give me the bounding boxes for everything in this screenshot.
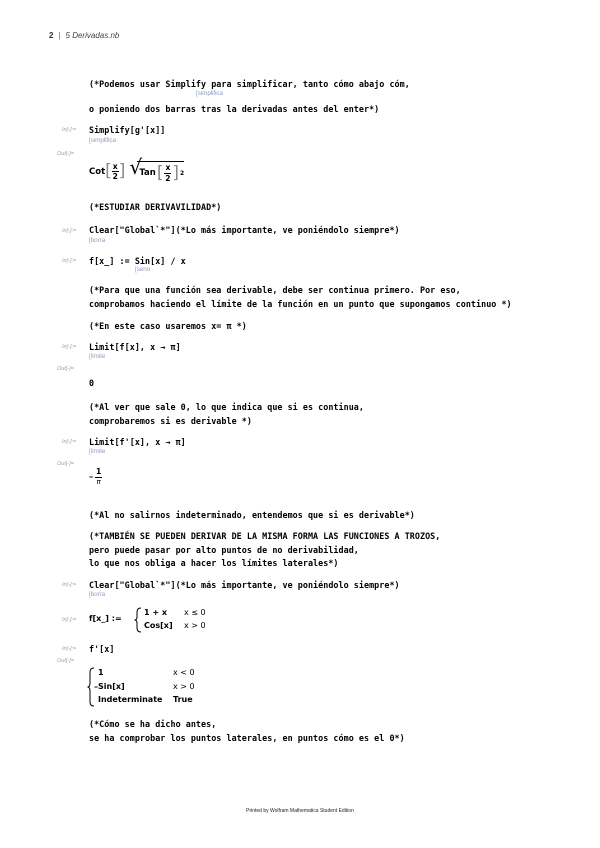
- piecewise-case-condition[interactable]: x > 0: [184, 621, 206, 630]
- autocomplete-hint: [límite: [89, 448, 106, 455]
- comment-line[interactable]: (*Para que una función sea derivable, debe ser continua primero. Por eso,: [89, 285, 461, 295]
- output-label: Out[-]=: [57, 366, 74, 372]
- input-code[interactable]: Limit[f'[x], x → π]: [89, 437, 186, 447]
- comment-line[interactable]: (*Podemos usar Simplify para simplificar, tanto cómo abajo cóm,: [89, 79, 410, 89]
- input-label: In[-]:=: [62, 617, 77, 623]
- input-label: In[-]:=: [62, 582, 77, 588]
- comment-line[interactable]: (*En este caso usaremos x= π *): [89, 321, 247, 331]
- input-code[interactable]: Clear["Global`*"](*Lo más importante, ve poniéndolo siempre*): [89, 580, 400, 590]
- comment-line[interactable]: se ha comprobar los puntos laterales, en puntos cómo es el 0*): [89, 733, 405, 743]
- piecewise-case-value[interactable]: 1: [98, 668, 104, 677]
- piecewise-case-value[interactable]: 1 + x: [144, 608, 167, 617]
- comment-line[interactable]: comprobamos haciendo el límite de la función en un punto que supongamos continuo *): [89, 299, 512, 309]
- tan-function: Tan: [139, 168, 156, 179]
- input-label: In[-]:=: [62, 646, 77, 652]
- piecewise-case-condition[interactable]: True: [173, 695, 193, 704]
- piecewise-case-value[interactable]: –Sin[x]: [94, 682, 125, 691]
- piecewise-case-condition[interactable]: x ≤ 0: [184, 608, 206, 617]
- comment-line[interactable]: (*Cómo se ha dicho antes,: [89, 719, 217, 729]
- comment-line[interactable]: (*ESTUDIAR DERIVAVILIDAD*): [89, 202, 222, 212]
- notebook-filename: 5 Derivadas.nb: [65, 31, 120, 40]
- comment-line[interactable]: (*Al ver que sale 0, lo que indica que si es continua,: [89, 402, 364, 412]
- cot-function: Cot: [89, 166, 106, 177]
- page-header: [49, 31, 119, 40]
- output-label: Out[-]=: [57, 151, 74, 157]
- input-label: In[-]:=: [62, 127, 77, 133]
- piecewise-case-condition[interactable]: x > 0: [173, 682, 195, 691]
- header-separator: |: [58, 31, 61, 40]
- autocomplete-hint: [borra: [89, 237, 106, 244]
- input-label: In[-]:=: [62, 258, 77, 264]
- input-code[interactable]: Simplify[g'[x]]: [89, 125, 166, 135]
- autocomplete-hint: [simplifica: [89, 137, 116, 144]
- page-number: 2: [49, 31, 54, 40]
- output-label: Out[-]=: [57, 461, 74, 467]
- output-label: Out[-]=: [57, 658, 74, 664]
- input-code[interactable]: Limit[f[x], x → π]: [89, 342, 181, 352]
- comment-line[interactable]: pero puede pasar por alto puntos de no derivabilidad,: [89, 545, 359, 555]
- piecewise-case-value[interactable]: Indeterminate: [98, 695, 163, 704]
- input-code[interactable]: f'[x]: [89, 644, 115, 654]
- autocomplete-hint: [seno: [135, 266, 151, 273]
- autocomplete-hint: [borra: [89, 591, 106, 598]
- minus-sign: –: [89, 472, 93, 482]
- fraction: $\frac{x}{2}$: [112, 161, 118, 182]
- output-expression[interactable]: Cot [ $\frac{x}{2}$ ] √ Tan [ $\frac{x}{2}$ ] 2: [89, 155, 185, 183]
- input-label: In[-]:=: [62, 344, 77, 350]
- fraction: $\frac{x}{2}$: [165, 163, 171, 183]
- output-value[interactable]: 0: [89, 378, 95, 388]
- comment-line[interactable]: comprobaremos si es derivable *): [89, 416, 252, 426]
- comment-line[interactable]: o poniendo dos barras tras la derivadas antes del enter*): [89, 104, 380, 114]
- curly-brace-icon: [134, 607, 142, 633]
- output-expression[interactable]: [89, 468, 102, 486]
- comment-line[interactable]: (*Al no salirnos indeterminado, entendemos que si es derivable*): [89, 510, 415, 520]
- piecewise-case-condition[interactable]: x < 0: [173, 668, 195, 677]
- comment-line[interactable]: lo que nos obliga a hacer los límites laterales*): [89, 558, 339, 568]
- input-code[interactable]: f[x_] :=: [89, 614, 122, 623]
- input-label: In[-]:=: [62, 439, 77, 445]
- fraction: $\frac{1}{\pi}$: [96, 467, 102, 486]
- input-code[interactable]: f[x_] := Sin[x] / x: [89, 256, 186, 266]
- piecewise-case-value[interactable]: Cos[x]: [144, 621, 173, 630]
- input-label: In[-]:=: [62, 228, 77, 234]
- square-root: √ Tan [ $\frac{x}{2}$ ] 2: [129, 155, 185, 183]
- print-footer: Printed by Wolfram Mathematica Student Edition: [246, 808, 354, 814]
- autocomplete-hint: [simplifica: [196, 90, 223, 97]
- exponent: 2: [180, 169, 185, 177]
- input-code[interactable]: Clear["Global`*"](*Lo más importante, ve poniéndolo siempre*): [89, 225, 400, 235]
- comment-line[interactable]: (*TAMBIÉN SE PUEDEN DERIVAR DE LA MISMA FORMA LAS FUNCIONES A TROZOS,: [89, 531, 441, 541]
- autocomplete-hint: [límite: [89, 353, 106, 360]
